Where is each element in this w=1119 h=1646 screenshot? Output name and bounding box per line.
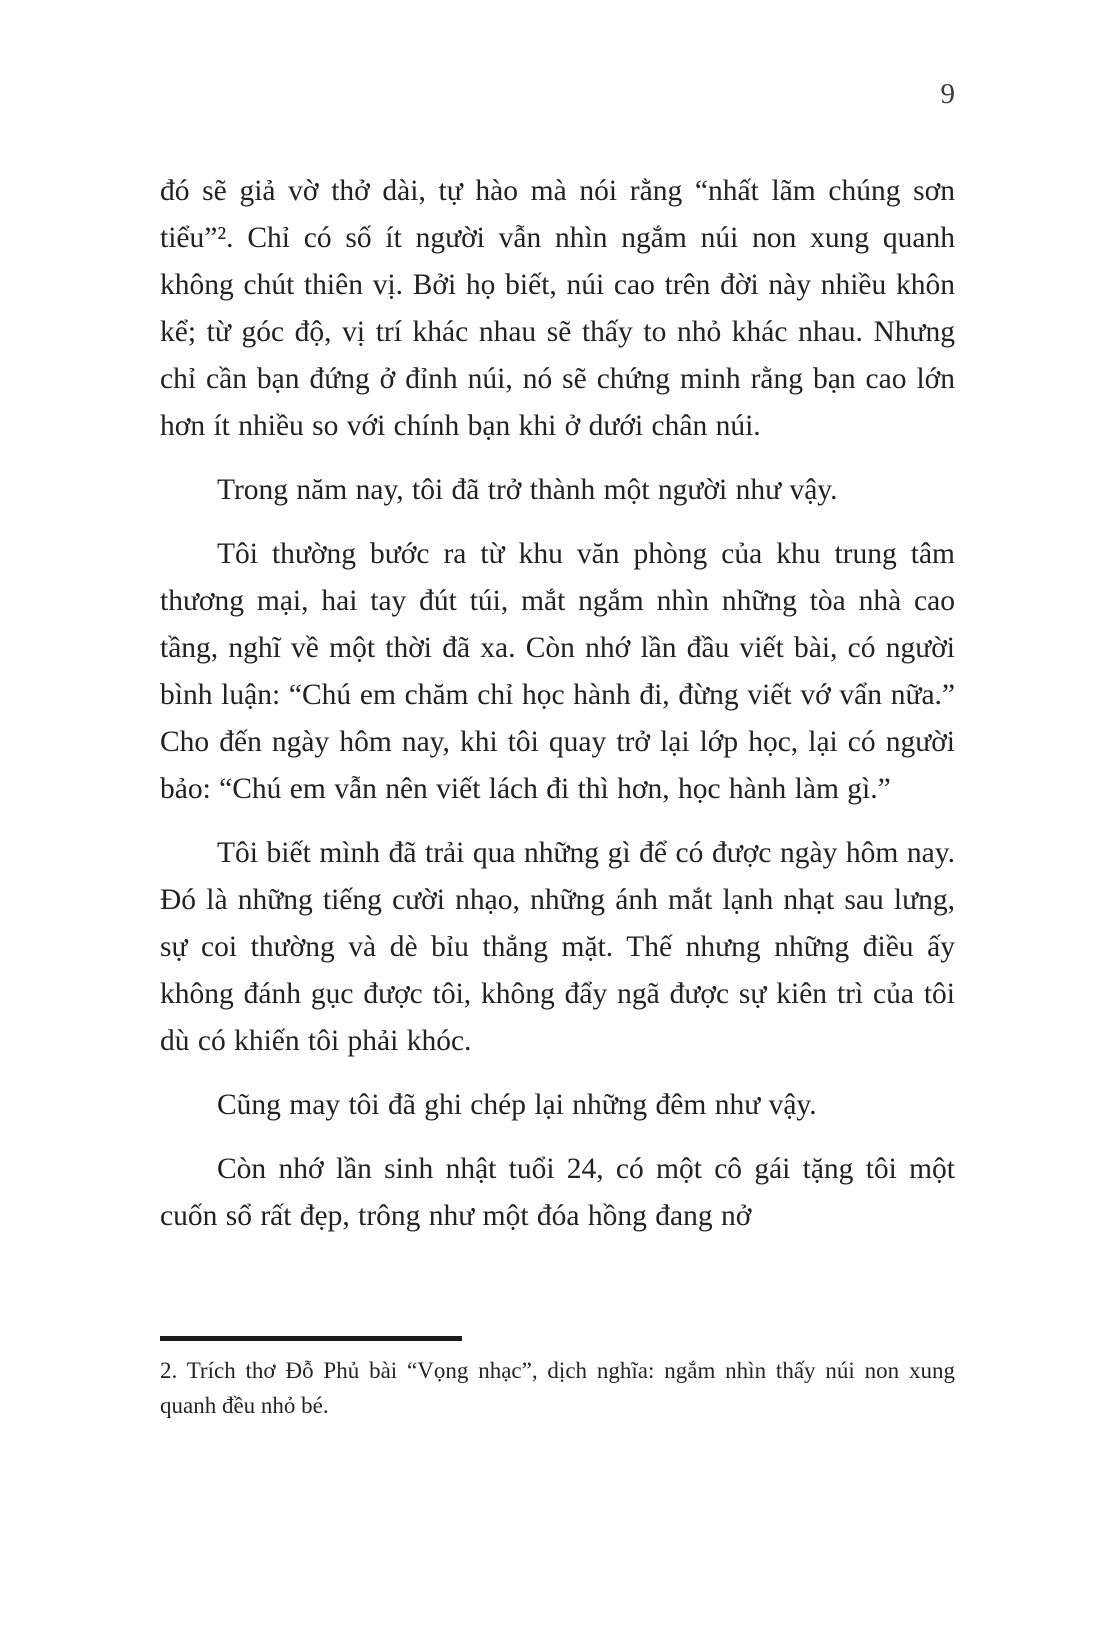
body-paragraph: Tôi biết mình đã trải qua những gì để có được ngày hôm nay. Đó là những tiếng cười nhạo, những ánh mắt lạnh nhạt sau lưng, sự coi thường và dè bỉu thẳng mặt. Thế nhưng những điều ấy không đánh gục được tôi, không đẩy ngã được sự kiên trì của tôi dù có khiến tôi phải khóc. <box>160 837 955 1057</box>
body-paragraph: Tôi thường bước ra từ khu văn phòng của khu trung tâm thương mại, hai tay đút túi, mắt ngắm nhìn những tòa nhà cao tầng, nghĩ về một thời đã xa. Còn nhớ lần đầu viết bài, có người bình luận: “Chú em chăm chỉ học hành đi, đừng viết vớ vẩn nữa.” Cho đến ngày hôm nay, khi tôi quay trở lại lớp học, lại có người bảo: “Chú em vẫn nên viết lách đi thì hơn, học hành làm gì.” <box>160 538 955 805</box>
page-body-text <box>160 168 955 1240</box>
footnote-block <box>160 1336 955 1423</box>
body-paragraph: Cũng may tôi đã ghi chép lại những đêm như vậy. <box>217 1089 817 1121</box>
footnote-divider <box>160 1336 462 1341</box>
page-number: 9 <box>940 78 955 110</box>
footnote-text: 2. Trích thơ Đỗ Phủ bài “Vọng nhạc”, dịch nghĩa: ngắm nhìn thấy núi non xung quanh đều nhỏ bé. <box>160 1358 955 1418</box>
body-paragraph: Còn nhớ lần sinh nhật tuổi 24, có một cô gái tặng tôi một cuốn sổ rất đẹp, trông như một đóa hồng đang nở <box>160 1153 955 1232</box>
body-paragraph: đó sẽ giả vờ thở dài, tự hào mà nói rằng “nhất lãm chúng sơn tiểu”². Chỉ có số ít người vẫn nhìn ngắm núi non xung quanh không chút thiên vị. Bởi họ biết, núi cao trên đời này nhiều khôn kể; từ góc độ, vị trí khác nhau sẽ thấy to nhỏ khác nhau. Nhưng chỉ cần bạn đứng ở đỉnh núi, nó sẽ chứng minh rằng bạn cao lớn hơn ít nhiều so với chính bạn khi ở dưới chân núi. <box>160 175 955 442</box>
body-paragraph: Trong năm nay, tôi đã trở thành một người như vậy. <box>217 474 838 506</box>
